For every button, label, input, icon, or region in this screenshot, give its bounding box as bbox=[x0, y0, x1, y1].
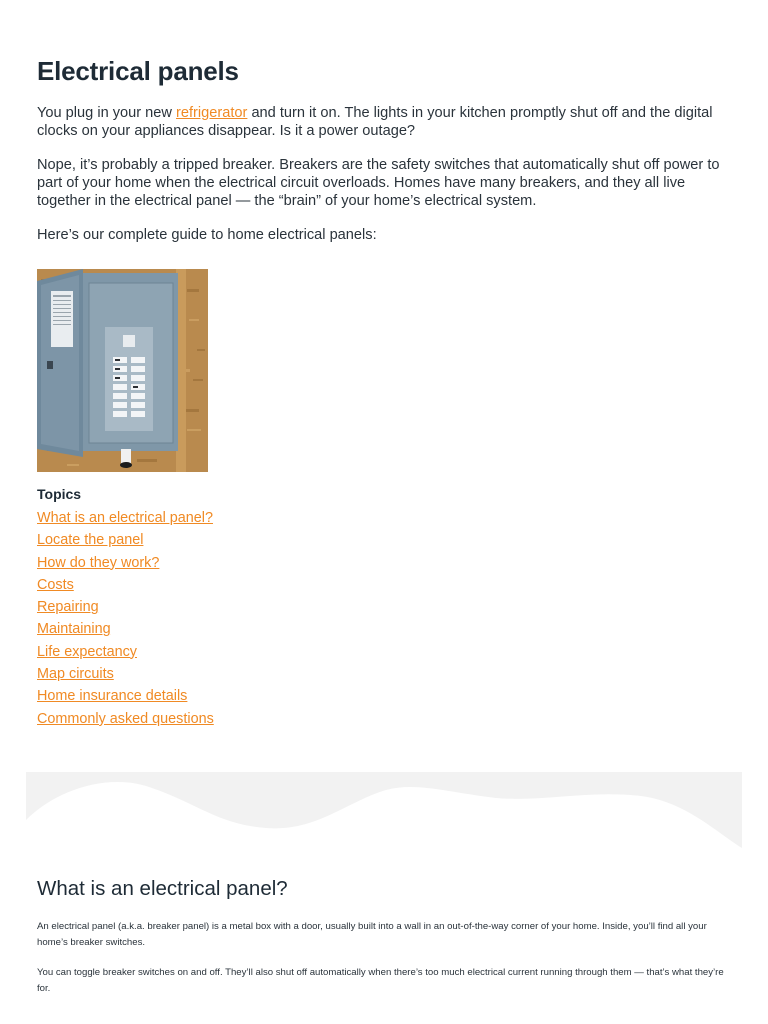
topic-link-map-circuits[interactable]: Map circuits bbox=[37, 666, 114, 683]
section-title-what-is-panel: What is an electrical panel? bbox=[37, 877, 288, 900]
wave-divider bbox=[26, 772, 742, 848]
topics-list bbox=[37, 507, 214, 730]
topics-heading: Topics bbox=[37, 486, 82, 502]
list-item bbox=[37, 574, 214, 596]
refrigerator-link[interactable]: refrigerator bbox=[176, 105, 248, 121]
list-item bbox=[37, 596, 214, 618]
intro-paragraph-3: Here’s our complete guide to home electrical panels: bbox=[37, 227, 377, 243]
intro-paragraph-1 bbox=[37, 104, 731, 140]
topic-link-faq[interactable]: Commonly asked questions bbox=[37, 710, 214, 727]
intro-paragraph-2: Nope, it’s probably a tripped breaker. Breakers are the safety switches that automatically shut off power to part of your home when the electrical circuit overloads. Homes have many breakers, and they all live together in the electrical panel — the “brain” of your home’s electrical system. bbox=[37, 157, 720, 209]
list-item bbox=[37, 529, 214, 551]
intro-text-after-link: and turn it on. The lights in your kitchen promptly shut off and the digital clocks on your appliances disappear. Is it a power outage? bbox=[37, 105, 713, 139]
topic-link-maintaining[interactable]: Maintaining bbox=[37, 621, 111, 638]
section-paragraph-1: An electrical panel (a.k.a. breaker panel) is a metal box with a door, usually built into a wall in an out-of-the-way corner of your home. Inside, you’ll find all your home’s breaker switches. bbox=[37, 921, 707, 948]
topic-link-life-expectancy[interactable]: Life expectancy bbox=[37, 643, 137, 660]
section-paragraph-2: You can toggle breaker switches on and off. They’ll also shut off automatically when there’s too much electrical current running through them — that’s what they’re for. bbox=[37, 967, 724, 994]
list-item bbox=[37, 708, 214, 730]
topic-link-home-insurance[interactable]: Home insurance details bbox=[37, 688, 188, 705]
intro-text-before-link: You plug in your new bbox=[37, 105, 177, 121]
topic-link-what-is-panel[interactable]: What is an electrical panel? bbox=[37, 510, 213, 526]
topic-link-costs[interactable]: Costs bbox=[37, 576, 74, 593]
topic-link-repairing[interactable]: Repairing bbox=[37, 599, 99, 616]
topic-link-locate-panel[interactable]: Locate the panel bbox=[37, 532, 144, 549]
topic-link-how-they-work[interactable]: How do they work? bbox=[37, 554, 160, 571]
list-item bbox=[37, 663, 214, 685]
electrical-panel-photo bbox=[37, 269, 208, 472]
list-item bbox=[37, 618, 214, 640]
list-item bbox=[37, 685, 214, 707]
list-item bbox=[37, 507, 214, 529]
list-item bbox=[37, 552, 214, 574]
list-item bbox=[37, 641, 214, 663]
page-title: Electrical panels bbox=[37, 56, 239, 86]
